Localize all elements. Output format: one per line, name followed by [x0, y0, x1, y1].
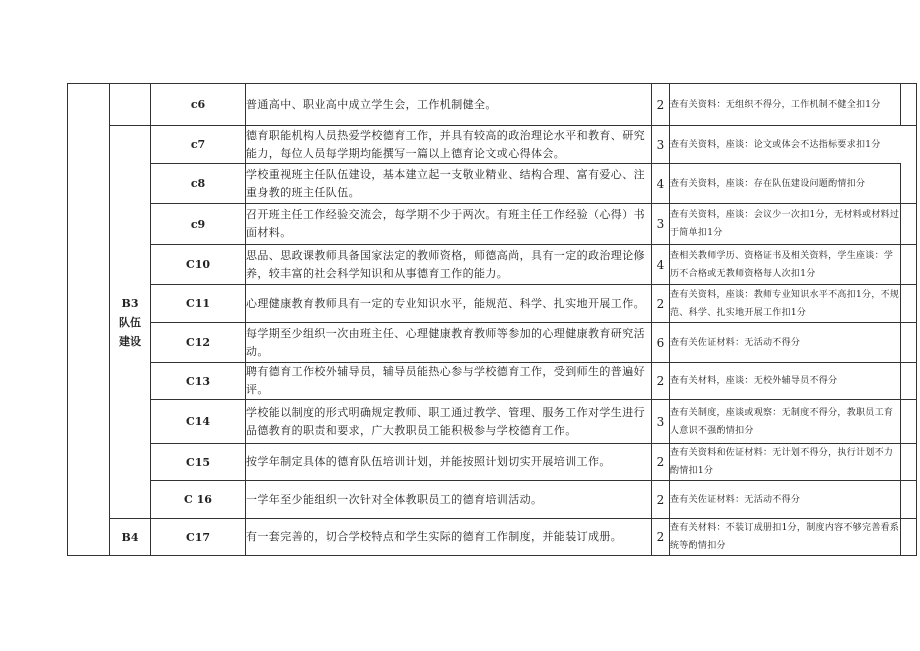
indicator-score: 3: [652, 204, 670, 245]
table-cell: [901, 126, 917, 204]
indicator-code: c9: [151, 204, 246, 245]
indicator-code: c6: [151, 84, 246, 126]
table-row: [68, 84, 917, 126]
evaluation-method: 查有关佐证材料：无活动不得分: [670, 323, 901, 363]
table-cell: [901, 84, 917, 126]
indicator-score: 2: [652, 444, 670, 481]
group-label: [110, 519, 151, 556]
table-cell: [901, 363, 917, 400]
table-row: [68, 444, 917, 481]
table-cell: [901, 323, 917, 363]
indicator-content: 学校能以制度的形式明确规定教师、职工通过教学、管理、服务工作对学生进行品德教育的职责和要求，广大教职员工能积极参与学校德育工作。: [246, 400, 652, 444]
indicator-score: 6: [652, 323, 670, 363]
table-row: [68, 363, 917, 400]
indicator-score: 3: [652, 400, 670, 444]
table-cell: [901, 519, 917, 556]
table-row: [68, 285, 917, 323]
indicator-content: 思品、思政课教师具备国家法定的教师资格，师德高尚，具有一定的政治理论修养，较丰富的社会科学知识和从事德育工作的能力。: [246, 245, 652, 285]
indicator-content: 德育职能机构人员热爱学校德育工作，并具有较高的政治理论水平和教育、研究能力，每位人员每学期均能撰写一篇以上德育论文或心得体会。: [246, 126, 652, 164]
indicator-code: C14: [151, 400, 246, 444]
table-row: [68, 481, 917, 519]
indicator-code: c7: [151, 126, 246, 164]
table-cell: [901, 204, 917, 245]
evaluation-method: 查有关资料，座谈：教师专业知识水平不高扣1分，不规范、科学、扎实地开展工作扣1分: [670, 285, 901, 323]
indicator-score: 3: [652, 126, 670, 164]
group-label-line: B4: [121, 530, 139, 544]
evaluation-method: 查有关资料，座谈：存在队伍建设问题酌情扣分: [670, 164, 901, 204]
table-cell: [901, 285, 917, 323]
table-cell: [901, 444, 917, 481]
indicator-code: C15: [151, 444, 246, 481]
indicator-content: 普通高中、职业高中成立学生会，工作机制健全。: [246, 84, 652, 126]
indicator-score: 2: [652, 84, 670, 126]
table-cell: [901, 400, 917, 444]
indicator-content: 心理健康教育教师具有一定的专业知识水平，能规范、科学、扎实地开展工作。: [246, 285, 652, 323]
evaluation-method: 查有关佐证材料：无活动不得分: [670, 481, 901, 519]
table-cell: [110, 84, 151, 126]
indicator-score: 2: [652, 285, 670, 323]
group-label-line: B3: [121, 296, 139, 310]
indicator-content: 有一套完善的，切合学校特点和学生实际的德育工作制度，并能装订成册。: [246, 519, 652, 556]
evaluation-method: 查有关材料：不装订成册扣1分，制度内容不够完善看系统等酌情扣分: [670, 519, 901, 556]
table-row: [68, 204, 917, 245]
indicator-code: c8: [151, 164, 246, 204]
group-label-line: 队伍: [119, 315, 141, 329]
evaluation-method: 查相关教师学历、资格证书及相关资料，学生座谈：学历不合格或无教师资格每人次扣1分: [670, 245, 901, 285]
group-label-line: 建设: [119, 334, 141, 348]
evaluation-method: 查有关制度，座谈或观察：无制度不得分，教职员工育人意识不强酌情扣分: [670, 400, 901, 444]
indicator-score: 2: [652, 363, 670, 400]
indicator-content: 一学年至少能组织一次针对全体教职员工的德育培训活动。: [246, 481, 652, 519]
indicator-content: 学校重视班主任队伍建设，基本建立起一支敬业精业、结构合理、富有爱心、注重身教的班主任队伍。: [246, 164, 652, 204]
table-row: [68, 245, 917, 285]
evaluation-method: 查有关资料：无组织不得分，工作机制不健全扣1分: [670, 84, 901, 126]
evaluation-method: 查有关材料，座谈：无校外辅导员不得分: [670, 363, 901, 400]
indicator-content: 聘有德育工作校外辅导员，辅导员能热心参与学校德育工作，受到师生的普遍好评。: [246, 363, 652, 400]
table-cell: [901, 245, 917, 285]
evaluation-method: 查有关资料和佐证材料：无计划不得分，执行计划不力酌情扣1分: [670, 444, 901, 481]
evaluation-method: 查有关资料，座谈：会议少一次扣1分，无材料或材料过于简单扣1分: [670, 204, 901, 245]
indicator-code: C12: [151, 323, 246, 363]
indicator-score: 4: [652, 245, 670, 285]
evaluation-method: 查有关资料，座谈：论文或体会不达指标要求扣1分: [670, 126, 901, 164]
indicator-content: 按学年制定具体的德育队伍培训计划，并能按照计划切实开展培训工作。: [246, 444, 652, 481]
indicator-content: 每学期至少组织一次由班主任、心理健康教育教师等参加的心理健康教育研究活动。: [246, 323, 652, 363]
evaluation-table: [67, 83, 917, 556]
indicator-code: C10: [151, 245, 246, 285]
indicator-code: C11: [151, 285, 246, 323]
table-row: [68, 519, 917, 556]
table-row: [68, 164, 917, 204]
indicator-code: C17: [151, 519, 246, 556]
indicator-score: 4: [652, 164, 670, 204]
table-cell: [68, 84, 110, 556]
indicator-score: 2: [652, 481, 670, 519]
table-cell: [901, 481, 917, 519]
table-row: [68, 126, 917, 164]
indicator-code: C13: [151, 363, 246, 400]
table-row: [68, 400, 917, 444]
indicator-code: C 16: [151, 481, 246, 519]
table-row: [68, 323, 917, 363]
indicator-score: 2: [652, 519, 670, 556]
indicator-content: 召开班主任工作经验交流会，每学期不少于两次。有班主任工作经验（心得）书面材料。: [246, 204, 652, 245]
group-label: [110, 126, 151, 519]
